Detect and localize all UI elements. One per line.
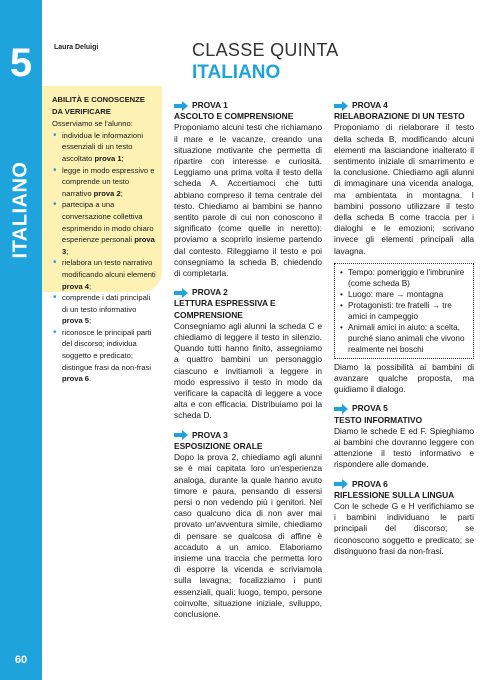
prova-4-after: Diamo la possibilità ai bambini di avanzare qualche proposta, ma guidiamo il dialogo. <box>334 361 474 395</box>
arrow-right-icon <box>174 101 188 111</box>
arrow-right-icon <box>334 404 348 414</box>
prova-1-heading <box>174 100 322 111</box>
column-right <box>334 100 474 557</box>
prova-2-text: Consegniamo agli alunni la scheda C e chiediamo di leggere il testo in silenzio. Quando tutti hanno finito, assegniamo a quattro bambini un personaggio ciascuno e invitiamoli a leggere in modo espressivo il testo in modo da verificare la capacità di leggere a voce alta e con efficacia. Distribuiamo poi la scheda D. <box>174 320 322 421</box>
prova-3-text: Dopo la prova 2, chiediamo agli alunni se è mai capitata loro un'esperienza analoga, durante la quale hanno avuto timore e paura, pensando di essersi persi o non vedendo più i genitori. Nel caso qualcuno dica di non aver mai provato un'avventura simile, chiediamo di pensare se qualcosa di affine è accaduto a un amico. Elaboriamo insieme una traccia che permetta loro di esporre la vicenda e scriviamola sulla lavagna; focalizziamo i punti essenziali, quali: luogo, tempo, persone coinvolte, situazione iniziale, sviluppo, conclusione. <box>174 452 322 619</box>
column-left <box>174 100 322 620</box>
page-number: 60 <box>14 654 28 666</box>
prova-6-text: Con le schede G e H verifichiamo se i bambini individuano le parti principali del discorso; se riconoscono soggetto e predicato; se distinguono frasi da non-frasi. <box>334 501 474 556</box>
abilities-list <box>52 130 156 385</box>
ability-item: • legge in modo espressivo e comprende un testo narrativo prova 2; <box>52 165 156 200</box>
prova-1-text: Proponiamo alcuni testi che richiamano il mare e le vacanze, creando una situazione motivante che permetta di ripartire con interesse e curiosità. Leggiamo una prima volta il testo della scheda A. Accertiamoci che tutti abbiano compreso il tema centrale del testo. Chiediamo ai bambini se hanno sentito parole di cui non conoscono il significato (come quelle in neretto): proviamo a scoprirlo insieme partendo dal contesto. Rileggiamo il testo e poi consegniamo la scheda B, chiedendo di completarla. <box>174 122 322 279</box>
author-name: Laura Deluigi <box>54 44 99 51</box>
arrow-right-icon <box>334 479 348 489</box>
vertical-subject-label: ITALIANO <box>9 161 32 259</box>
prova-4-title: RIELABORAZIONE DI UN TESTO <box>334 111 465 122</box>
ability-item: • comprende i dati principali di un testo informativo prova 5; <box>52 292 156 327</box>
prova-label: PROVA 4 <box>352 100 388 110</box>
ability-item: • riconosce le principali parti del discorso; individua soggetto e predicato; distingue frasi da non-frasi prova 6. <box>52 327 156 385</box>
prova-2-title: LETTURA ESPRESSIVA E COMPRENSIONE <box>174 298 276 320</box>
prova-label: PROVA 2 <box>192 287 228 298</box>
ability-item: • rielabora un testo narrativo modificando alcuni elementi prova 4; <box>52 257 156 292</box>
section-number: 5 <box>9 41 33 85</box>
prova-4-text: Proponiamo di rielaborare il testo della scheda B, modificando alcuni elementi ma lasciandone inalterato il sentimento iniziale di smarrimento e la conclusione. Chiediamo agli alunni di immaginare una vicenda analoga, ma ambientata in montagna. I bambini possono utilizzare il testo della scheda B come traccia per i dialoghi e le emozioni; scrivano invece gli elementi principali alla lavagna. <box>334 122 474 256</box>
box-item: • Tempo: pomeriggio e l'imbrunire (come scheda B) <box>340 267 468 289</box>
page-header <box>192 40 339 84</box>
prova-5-title: TESTO INFORMATIVO <box>334 414 423 425</box>
arrow-right-icon <box>174 430 188 440</box>
prova-2-heading <box>174 287 322 298</box>
prova-label: PROVA 6 <box>352 478 388 489</box>
prova-label: PROVA 5 <box>352 403 388 414</box>
subject-title: ITALIANO <box>192 62 281 83</box>
prova-3-heading <box>174 430 322 441</box>
prova-1-title: ASCOLTO E COMPRENSIONE <box>174 111 294 122</box>
class-title: CLASSE QUINTA <box>192 40 339 60</box>
box-item: • Luogo: mare → montagna <box>340 289 468 300</box>
prova-5-heading <box>334 403 474 414</box>
prova-4-box <box>334 263 474 359</box>
side-bar <box>0 0 42 680</box>
abilities-title: ABILITÀ E CONOSCENZE DA VERIFICARE <box>52 95 145 116</box>
prova-label: PROVA 1 <box>192 100 228 110</box>
box-item: • Protagonisti: tre fratelli → tre amici in campeggio <box>340 300 468 322</box>
arrow-right-icon <box>174 288 188 298</box>
prova-6-title: RIFLESSIONE SULLA LINGUA <box>334 489 455 500</box>
ability-item: • partecipa a una conversazione collettiva esprimendo in modo chiaro esperienze personali prova 3; <box>52 199 156 257</box>
abilities-intro: Osserviamo se l'alunno: <box>52 119 133 129</box>
ability-item: • individua le informazioni essenziali di un testo ascoltato prova 1; <box>52 130 156 165</box>
abilities-panel <box>42 86 162 384</box>
prova-5-text: Diamo le schede E ed F. Spieghiamo ai bambini che dovranno leggere con attenzione il testo informativo e rispondere alle domande. <box>334 425 474 470</box>
arrow-right-icon <box>334 101 348 111</box>
box-item: • Animali amici in aiuto: a scelta, purché siano animali che vivono realmente nei boschi <box>340 322 468 355</box>
prova-3-title: ESPOSIZIONE ORALE <box>174 440 263 451</box>
prova-label: PROVA 3 <box>192 429 228 440</box>
prova-4-heading <box>334 100 474 111</box>
prova-6-heading <box>334 479 474 490</box>
